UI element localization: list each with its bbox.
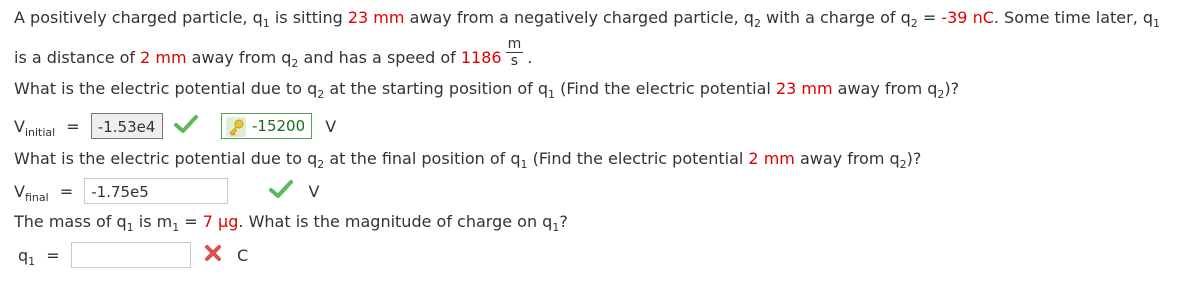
problem-statement-line-1: [14, 8, 1161, 30]
problem-text: =: [917, 8, 942, 27]
v-final-input[interactable]: -1.75e5: [84, 178, 228, 204]
problem-text: A positively charged particle, q: [14, 8, 263, 27]
equals-sign: =: [59, 181, 74, 201]
question-final-potential: [14, 149, 922, 171]
label-main: q: [18, 245, 29, 265]
problem-text: away from a negatively charged particle, q: [404, 8, 754, 27]
checkmark-icon: [174, 114, 198, 138]
problem-text: with a charge of q: [760, 8, 911, 27]
question-charge-magnitude: [14, 212, 568, 234]
problem-text: is a distance of: [14, 48, 141, 67]
problem-text: is sitting: [269, 8, 348, 27]
key-icon: [226, 117, 246, 137]
subscript: 1: [262, 17, 270, 30]
question-text: )?: [944, 79, 960, 98]
question-distance-value: 23 mm: [775, 79, 833, 98]
x-mark-icon: [204, 244, 222, 266]
subscript: 1: [1153, 17, 1161, 30]
subscript: 2: [753, 17, 761, 30]
subscript: 2: [910, 17, 918, 30]
q1-charge-input[interactable]: [71, 242, 191, 268]
equals-sign: =: [46, 245, 60, 265]
question-text: =: [179, 212, 203, 231]
label-subscript: final: [24, 190, 49, 204]
label-main: V: [14, 181, 25, 201]
question-text: What is the electric potential due to q: [14, 79, 318, 98]
unit-numerator: m: [507, 36, 522, 52]
question-text: ?: [559, 212, 568, 231]
subscript: 2: [291, 57, 299, 70]
mass-value: 7 µg: [202, 212, 239, 231]
question-text: (Find the electric potential: [555, 79, 776, 98]
question-text: . What is the magnitude of charge on q: [238, 212, 553, 231]
question-text: is m: [133, 212, 173, 231]
answer-row-initial: [14, 113, 336, 139]
unit-label: C: [236, 245, 249, 265]
subscript: 2: [317, 88, 325, 101]
q1-label: [18, 245, 36, 268]
answer-row-final: [14, 178, 319, 204]
subscript: 2: [899, 158, 907, 171]
v-initial-label: [14, 116, 56, 139]
question-text: at the starting position of q: [324, 79, 549, 98]
label-subscript: 1: [28, 254, 36, 268]
unit-label: V: [325, 116, 337, 136]
final-distance-value: 2 mm: [140, 48, 187, 67]
question-text: )?: [906, 149, 922, 168]
subscript: 2: [937, 88, 945, 101]
equals-sign: =: [66, 116, 80, 136]
subscript: 1: [520, 158, 528, 171]
subscript: 1: [126, 221, 134, 234]
label-main: V: [14, 116, 25, 136]
question-initial-potential: [14, 79, 960, 101]
problem-statement-line-2: [14, 36, 533, 75]
answer-row-charge: [18, 242, 248, 268]
label-subscript: initial: [24, 125, 56, 139]
start-distance-value: 23 mm: [347, 8, 405, 27]
question-text: The mass of q: [14, 212, 127, 231]
question-distance-value: 2 mm: [748, 149, 795, 168]
question-text: at the final position of q: [324, 149, 521, 168]
question-text: away from q: [794, 149, 900, 168]
question-text: What is the electric potential due to q: [14, 149, 318, 168]
unit-denominator: s: [510, 53, 519, 69]
subscript: 1: [552, 221, 560, 234]
question-text: away from q: [832, 79, 938, 98]
subscript: 1: [172, 221, 180, 234]
subscript: 2: [317, 158, 325, 171]
checkmark-icon: [269, 179, 293, 203]
subscript: 1: [548, 88, 556, 101]
correct-answer-display: [221, 113, 312, 139]
problem-text: and has a speed of: [298, 48, 461, 67]
speed-value: 1186: [460, 48, 502, 67]
unit-label: V: [308, 181, 320, 201]
answer-value: -15200: [251, 117, 306, 135]
problem-text: away from q: [186, 48, 292, 67]
problem-text: . Some time later, q: [993, 8, 1154, 27]
speed-unit-fraction: [506, 36, 524, 69]
q2-charge-value: -39 nC: [941, 8, 994, 27]
v-final-label: [14, 181, 49, 204]
v-initial-input[interactable]: -1.53e4: [91, 113, 163, 139]
problem-text: .: [527, 48, 533, 67]
question-text: (Find the electric potential: [527, 149, 749, 168]
